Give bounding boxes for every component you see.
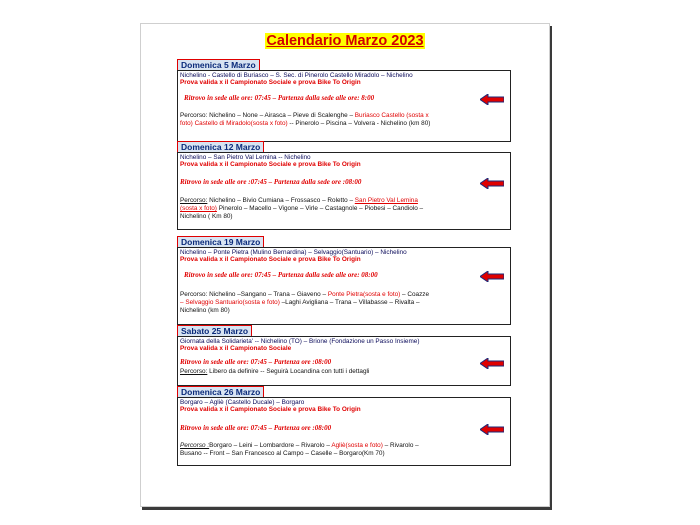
event-ritrovo: Ritrovo in sede alle ore: 07:45 – Partenza dalla sede alle ore: 08:00 [184,271,378,279]
left-arrow-icon [480,94,504,105]
event-percorso-line: foto) Castello di Miradolo(sosta x foto) -- Pinerolo – Piscina – Volvera - Nichelino (km 80) [180,120,431,127]
left-arrow-icon [480,178,504,189]
event-percorso-line: Nichelino (km 80) [180,307,230,314]
event-date-header: Sabato 25 Marzo [177,325,252,337]
event-ritrovo: Ritrovo in sede alle ore: 07:45 – Partenza dalla sede alle ore: 8:00 [184,94,375,102]
left-arrow-icon [480,424,504,435]
page-title: Calendario Marzo 2023 [266,33,424,49]
event-prova: Prova valida x il Campionato Sociale [180,345,292,352]
event-prova: Prova valida x il Campionato Sociale e prova Bike To Origin [180,256,361,263]
document-page [140,23,550,507]
left-arrow-icon [480,358,504,369]
event-route: Nichelino – Ponte Pietra (Mulino Bernardina) – Selvaggio(Santuario) – Nichelino [180,249,407,256]
event-prova: Prova valida x il Campionato Sociale e prova Bike To Origin [180,406,361,413]
event-date-header: Domenica 5 Marzo [177,59,260,71]
event-route: Nichelino – San Pietro Val Lemina -- Nichelino [180,154,311,161]
event-percorso-line: Nichelino ( Km 80) [180,213,233,220]
event-date-header: Domenica 26 Marzo [177,386,264,398]
event-route: Giornata della Solidarieta' -- Nichelino (TO) – Brione (Fondazione un Passo Insieme) [180,338,420,345]
event-percorso-line: Percorso: Nichelino – Bivio Cumiana – Frossasco – Roletto – San Pietro Val Lemina [180,197,418,204]
event-box [177,70,511,142]
event-box [177,397,511,466]
event-percorso-line: Percorso: Nichelino – None – Airasca – Pieve di Scalenghe – Buriasco Castello (sosta x [180,112,429,119]
event-date-header: Domenica 12 Marzo [177,141,264,153]
event-percorso-line: Percorso: Libero da definire -- Seguirà Locandina con tutti i dettagli [180,368,370,375]
event-percorso-line: Percorso: Nichelino –Sangano – Trana – Giaveno – Ponte Pietra(sosta e foto) – Coazze [180,291,430,298]
event-percorso-line: – Selvaggio Santuario(sosta e foto) –Laghi Avigliana – Trana – Villabasse – Rivalta – [180,299,420,306]
event-box [177,336,511,386]
event-date-header: Domenica 19 Marzo [177,236,264,248]
event-percorso-line: Percorso :Borgaro – Leini – Lombardore – Rivarolo – Agliè(sosta e foto) – Rivarolo – [180,442,419,449]
event-ritrovo: Ritrovo in sede alle ore :07:45 – Partenza dalla sede ore :08:00 [180,178,362,186]
event-route: Borgaro – Agliè (Castello Ducale) – Borgaro [180,399,305,406]
event-prova: Prova valida x il Campionato Sociale e prova Bike To Origin [180,79,361,86]
event-ritrovo: Ritrovo in sede alle ore: 07:45 – Partenza ore :08:00 [180,358,332,366]
event-box [177,152,511,230]
left-arrow-icon [480,271,504,282]
event-box [177,247,511,325]
event-ritrovo: Ritrovo in sede alle ore: 07:45 – Partenza ore :08:00 [180,424,332,432]
event-percorso-line: (sosta x foto) Pinerolo – Macello – Vigone – Virle – Castagnole – Piobesi – Candiolo – [180,205,424,212]
event-percorso-line: Busano -- Front – San Francesco al Campo – Caselle – Borgaro(Km 70) [180,450,385,457]
event-route: Nichelino - Castello di Buriasco – S. Sec. di Pinerolo Castello Miradolo – Nichelino [180,72,413,79]
event-prova: Prova valida x il Campionato Sociale e prova Bike To Origin [180,161,361,168]
